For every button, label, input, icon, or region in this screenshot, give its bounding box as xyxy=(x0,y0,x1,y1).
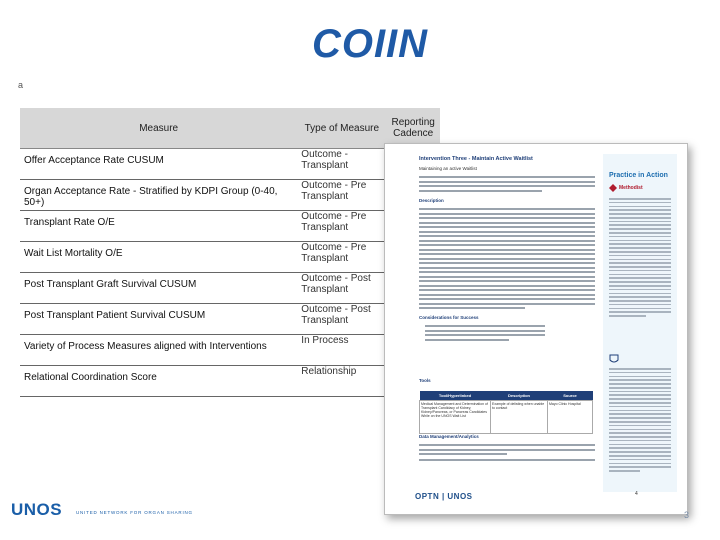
practice-org-name: Methodist xyxy=(619,185,643,191)
section-data-management: Data Management/Analytics xyxy=(419,434,479,439)
measures-table-header xyxy=(20,108,440,149)
intro-text-block xyxy=(419,176,595,194)
description-text-block xyxy=(419,208,595,312)
type-cell: Outcome - Transplant xyxy=(297,149,386,180)
tools-cell: Medical Management and Determination of Transplant Candidacy of Kidney, Kidney/Pancreas, or Pancreas Candidates While on the UNOS Wait List xyxy=(420,401,491,434)
table-row xyxy=(20,366,440,397)
header-type: Type of Measure xyxy=(297,108,386,149)
measure-cell: Post Transplant Patient Survival CUSUM xyxy=(20,304,297,335)
header-measure: Measure xyxy=(20,108,297,149)
measure-cell: Wait List Mortality O/E xyxy=(20,242,297,273)
table-row xyxy=(20,242,440,273)
document-page-overlay xyxy=(384,143,688,515)
measures-table xyxy=(20,108,440,397)
type-cell: Relationship xyxy=(297,366,386,397)
document-page-number: 4 xyxy=(635,491,638,497)
practice-in-action-sidebar xyxy=(603,154,677,492)
methodist-logo-icon xyxy=(609,184,617,192)
slide-title: COIIN xyxy=(311,22,429,66)
practice-in-action-title: Practice in Action xyxy=(609,172,668,179)
measure-cell: Post Transplant Graft Survival CUSUM xyxy=(20,273,297,304)
data-management-text xyxy=(419,444,595,464)
type-cell: Outcome - Pre Transplant xyxy=(297,242,386,273)
mayo-clinic-logo-icon xyxy=(609,354,619,364)
bullet-marker: a xyxy=(18,80,24,90)
mayo-text-block xyxy=(609,368,671,474)
type-cell: Outcome - Pre Transplant xyxy=(297,211,386,242)
tools-table xyxy=(419,391,593,434)
measure-cell: Organ Acceptance Rate - Stratified by KDPI Group (0-40, 50+) xyxy=(20,180,297,211)
intervention-subtitle: Maintaining an active Waitlist xyxy=(419,166,477,171)
tools-cell: Example of delisting when unable to contact xyxy=(491,401,548,434)
table-row xyxy=(20,180,440,211)
measure-cell: Relational Coordination Score xyxy=(20,366,297,397)
considerations-list xyxy=(425,325,545,343)
section-description: Description xyxy=(419,198,444,203)
measure-cell: Transplant Rate O/E xyxy=(20,211,297,242)
section-tools: Tools xyxy=(419,378,431,383)
tools-header-tool: Tool/Hyperlinked xyxy=(420,391,491,401)
slide-number: 3 xyxy=(684,510,690,520)
intervention-title: Intervention Three - Maintain Active Waitlist xyxy=(419,156,533,162)
section-considerations: Considerations for Success xyxy=(419,315,479,320)
unos-logo: UNOS xyxy=(11,500,63,519)
type-cell: In Process xyxy=(297,335,386,366)
table-row xyxy=(420,401,593,434)
type-cell: Outcome - Post Transplant xyxy=(297,273,386,304)
measure-cell: Offer Acceptance Rate CUSUM xyxy=(20,149,297,180)
table-row xyxy=(20,273,440,304)
tools-cell: Mayo Clinic Hospital xyxy=(548,401,593,434)
optn-unos-logo: OPTN | UNOS xyxy=(415,492,473,501)
table-row xyxy=(20,149,440,180)
type-cell: Outcome - Pre Transplant xyxy=(297,180,386,211)
table-row xyxy=(20,335,440,366)
header-cadence: Reporting Cadence xyxy=(386,108,440,149)
table-row xyxy=(20,304,440,335)
measure-cell: Variety of Process Measures aligned with Interventions xyxy=(20,335,297,366)
tools-header-source: Source xyxy=(548,391,593,401)
type-cell: Outcome - Post Transplant xyxy=(297,304,386,335)
tools-header-description: Description xyxy=(491,391,548,401)
table-row xyxy=(20,211,440,242)
practice-text-block xyxy=(609,198,671,319)
unos-tagline: UNITED NETWORK FOR ORGAN SHARING xyxy=(76,510,193,515)
